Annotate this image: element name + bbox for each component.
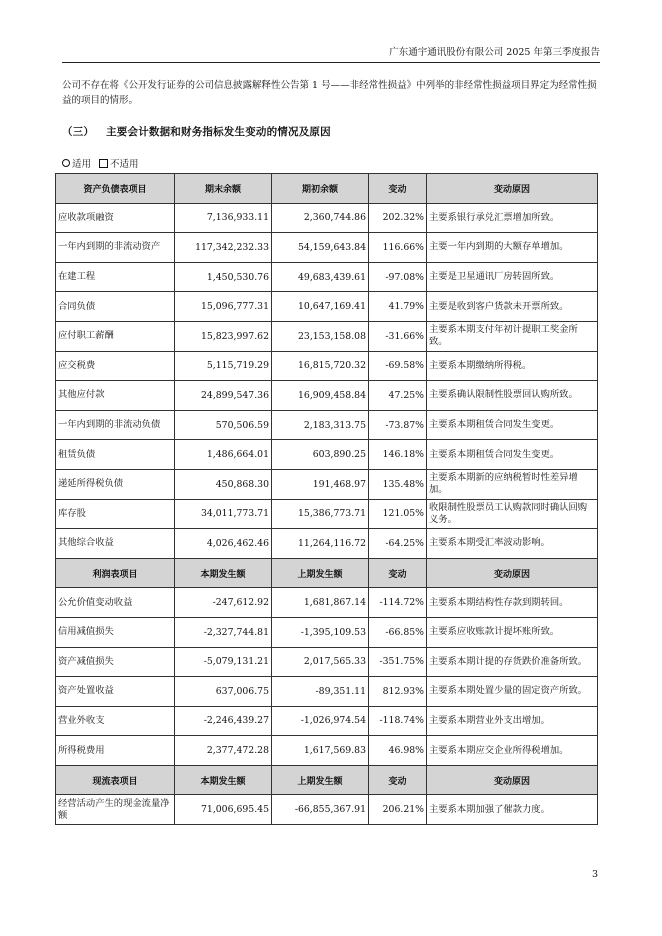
balance-sheet-cell-item: 递延所得税负债 — [56, 469, 175, 499]
income-statement-header-reason: 变动原因 — [427, 558, 598, 588]
table-row — [56, 203, 598, 233]
balance-sheet-cell-previous: 191,468.97 — [272, 469, 369, 499]
balance-sheet-cell-item: 其他应付款 — [56, 381, 175, 411]
table-row — [56, 677, 598, 707]
income-statement-cell-item: 所得税费用 — [56, 736, 175, 766]
balance-sheet-cell-change: -69.58% — [369, 351, 427, 381]
income-statement-cell-reason: 主要系本期处置少量的固定资产所致。 — [427, 677, 598, 707]
income-statement-header-item: 利润表项目 — [56, 558, 175, 588]
cash-flow-header-current: 本期发生额 — [175, 765, 272, 795]
section-title: 主要会计数据和财务指标发生变动的情况及原因 — [106, 126, 331, 138]
income-statement-cell-reason: 主要系应收账款计提坏账所致。 — [427, 617, 598, 647]
cash-flow-cell-previous: -66,855,367.91 — [272, 795, 369, 825]
balance-sheet-cell-previous: 603,890.25 — [272, 440, 369, 470]
income-statement-cell-previous: -1,026,974.54 — [272, 706, 369, 736]
income-statement-cell-current: 637,006.75 — [175, 677, 272, 707]
intro-paragraph: 公司不存在将《公开发行证券的公司信息披露解释性公告第 1 号——非经常性损益》中列举的非经常性损益项目界定为经常性损益的项目的情形。 — [62, 80, 597, 106]
income-statement-cell-change: -114.72% — [369, 588, 427, 618]
balance-sheet-cell-previous: 16,815,720.32 — [272, 351, 369, 381]
cash-flow-cell-current: 71,006,695.45 — [175, 795, 272, 825]
table-row — [56, 706, 598, 736]
income-statement-cell-previous: 2,017,565.33 — [272, 647, 369, 677]
section-number: （三） — [62, 126, 95, 138]
balance-sheet-header-reason: 变动原因 — [427, 174, 598, 204]
balance-sheet-cell-item: 应交税费 — [56, 351, 175, 381]
balance-sheet-header-row — [56, 174, 598, 204]
balance-sheet-header-change: 变动 — [369, 174, 427, 204]
selected-radio-icon — [62, 159, 70, 167]
balance-sheet-cell-previous: 2,360,744.86 — [272, 203, 369, 233]
not-applicable-label: 不适用 — [110, 159, 139, 170]
balance-sheet-cell-change: 202.32% — [369, 203, 427, 233]
income-statement-cell-reason: 主要系本期应交企业所得税增加。 — [427, 736, 598, 766]
income-statement-cell-current: -247,612.92 — [175, 588, 272, 618]
cash-flow-cell-item: 经营活动产生的现金流量净额 — [56, 795, 175, 825]
income-statement-header-change: 变动 — [369, 558, 427, 588]
balance-sheet-cell-previous: 11,264,116.72 — [272, 529, 369, 559]
table-row — [56, 588, 598, 618]
balance-sheet-cell-reason: 主要系本期新的应纳税暂时性差异增加。 — [427, 469, 598, 499]
income-statement-cell-current: -2,246,439.27 — [175, 706, 272, 736]
balance-sheet-cell-previous: 2,183,313.75 — [272, 410, 369, 440]
cash-flow-header-row — [56, 765, 598, 795]
balance-sheet-cell-reason: 主要系确认限制性股票回认购所致。 — [427, 381, 598, 411]
balance-sheet-cell-current: 24,899,547.36 — [175, 381, 272, 411]
balance-sheet-cell-previous: 16,909,458.84 — [272, 381, 369, 411]
balance-sheet-cell-item: 在建工程 — [56, 262, 175, 292]
table-row — [56, 262, 598, 292]
income-statement-cell-change: -351.75% — [369, 647, 427, 677]
cash-flow-header-change: 变动 — [369, 765, 427, 795]
table-row — [56, 469, 598, 499]
income-statement-cell-reason: 主要系本期结构性存款到期转回。 — [427, 588, 598, 618]
income-statement-cell-current: -5,079,131.21 — [175, 647, 272, 677]
balance-sheet-cell-current: 117,342,232.33 — [175, 233, 272, 263]
balance-sheet-header-item: 资产负债表项目 — [56, 174, 175, 204]
income-statement-header-row — [56, 558, 598, 588]
balance-sheet-cell-change: 116.66% — [369, 233, 427, 263]
balance-sheet-cell-item: 应收款项融资 — [56, 203, 175, 233]
income-statement-cell-current: 2,377,472.28 — [175, 736, 272, 766]
income-statement-header-current: 本期发生额 — [175, 558, 272, 588]
balance-sheet-cell-current: 1,450,530.76 — [175, 262, 272, 292]
balance-sheet-cell-current: 7,136,933.11 — [175, 203, 272, 233]
table-row — [56, 617, 598, 647]
balance-sheet-cell-previous: 15,386,773.71 — [272, 499, 369, 529]
applicability-options — [62, 156, 139, 170]
table-row — [56, 647, 598, 677]
section-heading — [62, 124, 331, 139]
balance-sheet-cell-current: 4,026,462.46 — [175, 529, 272, 559]
balance-sheet-cell-change: 47.25% — [369, 381, 427, 411]
balance-sheet-cell-reason: 主要系本期受汇率波动影响。 — [427, 529, 598, 559]
balance-sheet-cell-change: -97.08% — [369, 262, 427, 292]
balance-sheet-cell-change: 41.79% — [369, 292, 427, 322]
income-statement-cell-change: 812.93% — [369, 677, 427, 707]
income-statement-cell-item: 公允价值变动收益 — [56, 588, 175, 618]
income-statement-header-previous: 上期发生额 — [272, 558, 369, 588]
income-statement-cell-reason: 主要系本期计提的存货跌价准备所致。 — [427, 647, 598, 677]
balance-sheet-cell-reason: 主要系本期租赁合同发生变更。 — [427, 410, 598, 440]
balance-sheet-cell-change: 146.18% — [369, 440, 427, 470]
income-statement-cell-previous: -1,395,109.53 — [272, 617, 369, 647]
page-number: 3 — [591, 869, 598, 880]
balance-sheet-cell-reason: 主要系银行承兑汇票增加所致。 — [427, 203, 598, 233]
balance-sheet-cell-previous: 23,153,158.08 — [272, 321, 369, 351]
income-statement-cell-change: 46.98% — [369, 736, 427, 766]
income-statement-cell-previous: 1,681,867.14 — [272, 588, 369, 618]
applicable-label: 适用 — [72, 159, 92, 170]
income-statement-cell-item: 营业外收支 — [56, 706, 175, 736]
balance-sheet-cell-reason: 主要是卫星通讯厂房转固所致。 — [427, 262, 598, 292]
income-statement-cell-change: -66.85% — [369, 617, 427, 647]
balance-sheet-cell-item: 应付职工薪酬 — [56, 321, 175, 351]
balance-sheet-cell-item: 其他综合收益 — [56, 529, 175, 559]
financial-changes-table — [55, 173, 598, 825]
balance-sheet-cell-current: 450,868.30 — [175, 469, 272, 499]
income-statement-cell-item: 信用减值损失 — [56, 617, 175, 647]
balance-sheet-cell-reason: 主要系本期租赁合同发生变更。 — [427, 440, 598, 470]
balance-sheet-cell-current: 34,011,773.71 — [175, 499, 272, 529]
empty-checkbox-icon — [99, 159, 108, 168]
balance-sheet-cell-reason: 主要系本期缴纳所得税。 — [427, 351, 598, 381]
cash-flow-header-reason: 变动原因 — [427, 765, 598, 795]
cash-flow-cell-reason: 主要系本期加强了催款力度。 — [427, 795, 598, 825]
table-row — [56, 292, 598, 322]
income-statement-cell-change: -118.74% — [369, 706, 427, 736]
balance-sheet-header-previous: 期初余额 — [272, 174, 369, 204]
table-row — [56, 529, 598, 559]
balance-sheet-cell-change: -73.87% — [369, 410, 427, 440]
table-row — [56, 351, 598, 381]
table-row — [56, 736, 598, 766]
income-statement-cell-previous: 1,617,569.83 — [272, 736, 369, 766]
table-row — [56, 440, 598, 470]
income-statement-cell-item: 资产减值损失 — [56, 647, 175, 677]
balance-sheet-cell-current: 5,115,719.29 — [175, 351, 272, 381]
balance-sheet-cell-reason: 主要系本期支付年初计提职工奖金所致。 — [427, 321, 598, 351]
balance-sheet-cell-item: 合同负债 — [56, 292, 175, 322]
balance-sheet-cell-change: 135.48% — [369, 469, 427, 499]
balance-sheet-header-current: 期末余额 — [175, 174, 272, 204]
income-statement-cell-previous: -89,351.11 — [272, 677, 369, 707]
balance-sheet-cell-current: 15,096,777.31 — [175, 292, 272, 322]
balance-sheet-cell-previous: 54,159,643.84 — [272, 233, 369, 263]
cash-flow-header-previous: 上期发生额 — [272, 765, 369, 795]
table-row — [56, 321, 598, 351]
balance-sheet-cell-current: 1,486,664.01 — [175, 440, 272, 470]
table-row — [56, 381, 598, 411]
balance-sheet-cell-change: -31.66% — [369, 321, 427, 351]
balance-sheet-cell-item: 租赁负债 — [56, 440, 175, 470]
table-row — [56, 233, 598, 263]
page-header: 广东通宇通讯股份有限公司 2025 年第三季度报告 — [62, 44, 600, 63]
balance-sheet-cell-change: -64.25% — [369, 529, 427, 559]
balance-sheet-cell-item: 一年内到期的非流动资产 — [56, 233, 175, 263]
income-statement-cell-item: 资产处置收益 — [56, 677, 175, 707]
table-row — [56, 499, 598, 529]
cash-flow-cell-change: 206.21% — [369, 795, 427, 825]
table-row — [56, 795, 598, 825]
balance-sheet-cell-item: 一年内到期的非流动负债 — [56, 410, 175, 440]
cash-flow-header-item: 现流表项目 — [56, 765, 175, 795]
balance-sheet-cell-current: 570,506.59 — [175, 410, 272, 440]
balance-sheet-cell-change: 121.05% — [369, 499, 427, 529]
table-row — [56, 410, 598, 440]
balance-sheet-cell-current: 15,823,997.62 — [175, 321, 272, 351]
balance-sheet-cell-reason: 收限制性股票员工认购款同时确认回购义务。 — [427, 499, 598, 529]
balance-sheet-cell-reason: 主要是收到客户货款未开票所致。 — [427, 292, 598, 322]
balance-sheet-cell-item: 库存股 — [56, 499, 175, 529]
balance-sheet-cell-reason: 主要一年内到期的大额存单增加。 — [427, 233, 598, 263]
income-statement-cell-current: -2,327,744.81 — [175, 617, 272, 647]
balance-sheet-cell-previous: 49,683,439.61 — [272, 262, 369, 292]
income-statement-cell-reason: 主要系本期营业外支出增加。 — [427, 706, 598, 736]
balance-sheet-cell-previous: 10,647,169.41 — [272, 292, 369, 322]
